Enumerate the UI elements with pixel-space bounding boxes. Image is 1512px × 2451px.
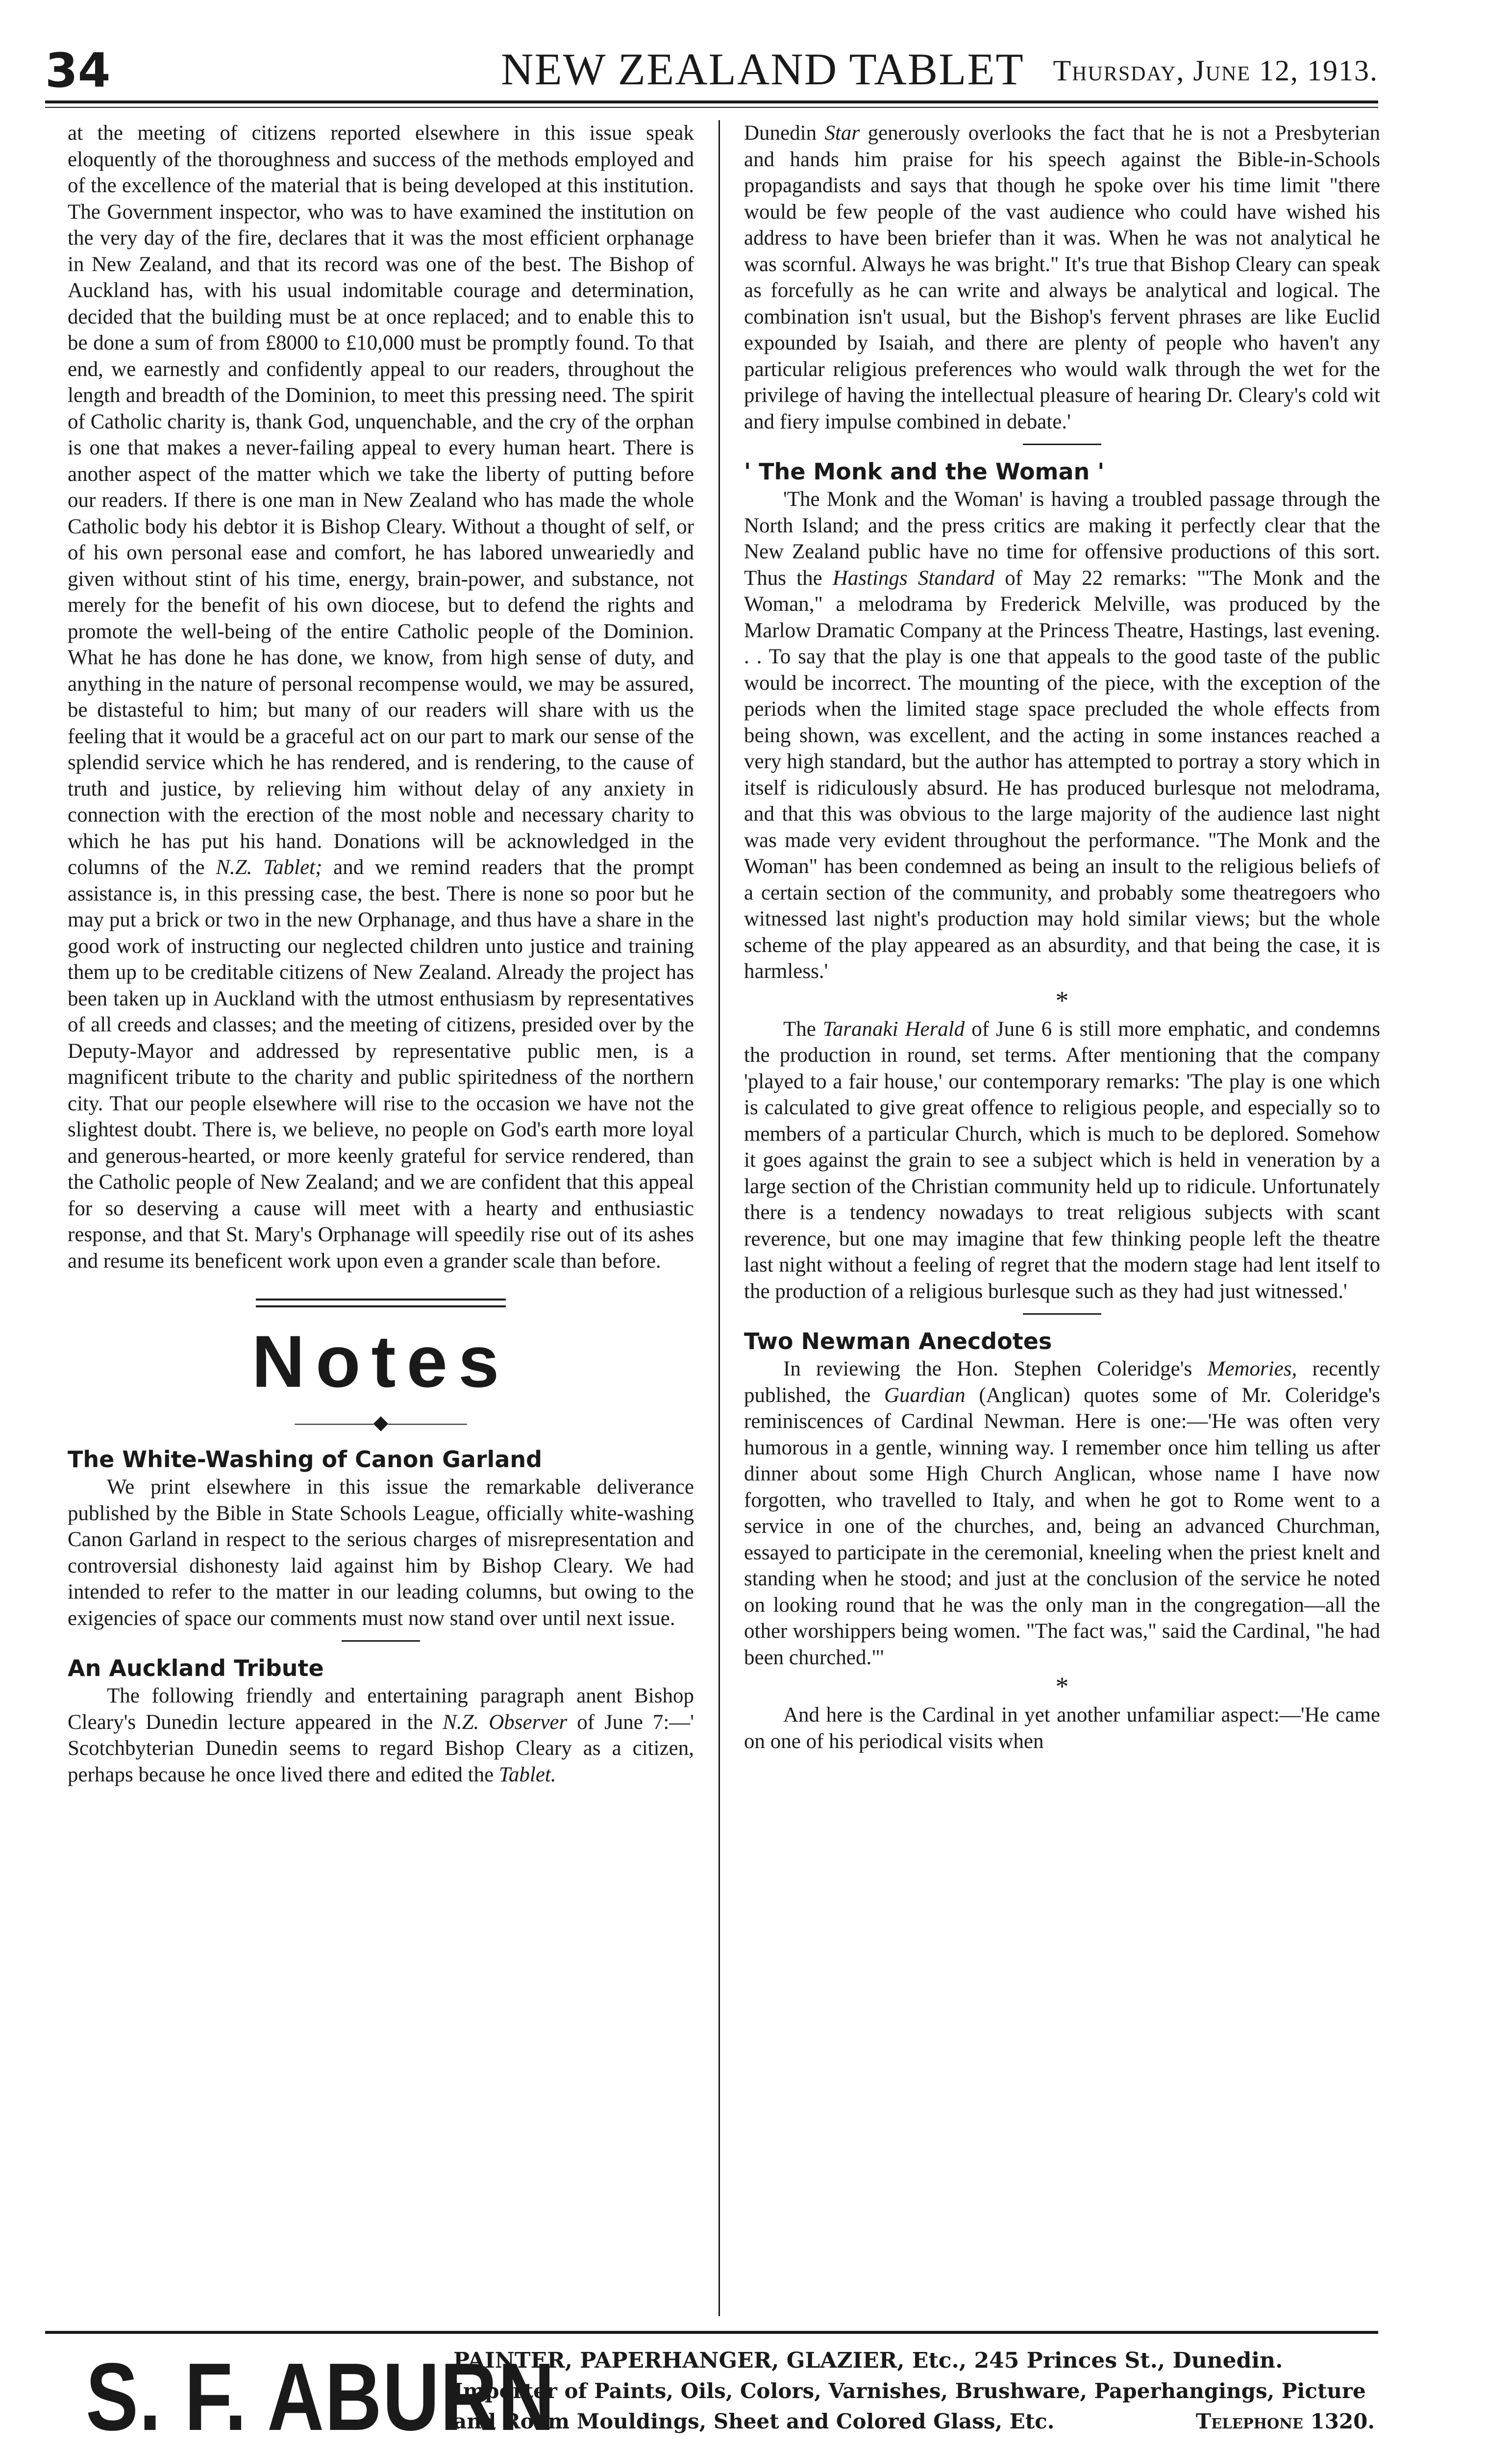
section-text-monk-woman: 'The Monk and the Woman' is having a troubled passage through the North Island; and the press critics are making it perfectly clear that the New Zealand public have no time for offensive productions of this sort. Thus the Hastings Standard of May 22 remarks: '"The Monk and the Woman," a melodrama by Frederick Melville, was produced by the Marlow Dramatic Company at the Princess Theatre, Hastings, last evening. . . To say that the play is one that appeals to the good taste of the public would be incorrect. The mounting of the piece, with the exception of the periods when the limited stage space precluded the whole effects from being shown, was excellent, and the acting in some instances reached a very high standard, but the author has attempted to portray a story which in itself is ridiculously absurd. He has produced burlesque not melodrama, and that this was obvious to the large majority of the audience last night was made very evident throughout the performance. "The Monk and the Woman" has been condemned as being an insult to the religious beliefs of a certain section of the community, and probably some theatregoers who witnessed last night's production may hold similar views; but the whole scheme of the play appeared as an absurdity, and that being the case, it is harmless.' [744,488,1380,983]
masthead: NEW ZEALAND TABLET [501,44,1024,94]
ad-line-2: Importer of Paints, Oils, Colors, Varnishes, Brushware, Paperhangings, Picture [453,2379,1366,2403]
asterism: * [1055,1672,1069,1701]
ad-line-3-row [453,2406,1375,2437]
section-divider [342,1640,420,1642]
right-column [744,120,1380,2316]
left-column [68,120,694,2316]
diamond-ornament: ————◆———— [295,1411,467,1433]
ad-line-1: PAINTER, PAPERHANGER, GLAZIER, Etc., 245 Princes St., Dunedin. [453,2348,1283,2373]
advertiser-name: S. F. ABURN [86,2343,556,2451]
section-heading-auckland-tribute: An Auckland Tribute [68,1655,324,1681]
advertisement-text [453,2346,1375,2437]
page-header [45,43,1378,102]
ad-line-3: and Room Mouldings, Sheet and Colored Glass, Etc. [453,2409,1055,2433]
continued-tribute-paragraph: Dunedin Star generously overlooks the fact that he is not a Presbyterian and hands him praise for his speech against the Bible-in-Schools propagandists and says that though he spoke over his time limit "there would be few people of the vast audience who could have wished his address to have been briefer than it was. When he was not analytical he was scornful. Always he was bright." It's true that Bishop Cleary can speak as forcefully as he can write and always be analytical and logical. The combination isn't usual, but the Bishop's fervent phrases are like Euclid expounded by Isaiah, and there are plenty of people who haven't any particular religious preferences who would walk through the wet for the privilege of having the intellectual pleasure of hearing Dr. Cleary's cold wit and fiery impulse combined in debate.' [744,122,1380,433]
section-heading-monk-woman: ' The Monk and the Woman ' [744,458,1105,485]
section-divider [1023,444,1101,445]
section-text-newman: In reviewing the Hon. Stephen Coleridge's Memories, recently published, the Guardian (Anglican) quotes some of Mr. Coleridge's reminiscences of Cardinal Newman. Here is one:—'He was often very humorous in a gentle, winning way. I remember once him telling us after dinner about some High Church Anglican, whose name I have now forgotten, who travelled to Italy, and when he got to Rome went to a service in one of the churches, and, being an advanced Churchman, essayed to participate in the ceremonial, kneeling when the priest knelt and standing when he stood; and just at the conclusion of the service he noted on looking round that he was the only man in the congregation—all the other worshippers being women. "The fact was," said the Cardinal, "he had been churched."' [744,1357,1380,1669]
section-heading-newman: Two Newman Anecdotes [744,1328,1052,1354]
ad-telephone: Telephone 1320. [1195,2409,1375,2433]
section-text-auckland-tribute: The following friendly and entertaining paragraph anent Bishop Cleary's Dunedin lecture appeared in the N.Z. Observer of June 7:—' Scotchbyterian Dunedin seems to regard Bishop Cleary as a citizen, perhaps because he once lived there and edited the Tablet. [68,1684,694,1786]
section-text-white-washing: We print elsewhere in this issue the remarkable deliverance published by the Bible in State Schools League, officially white-washing Canon Garland in respect to the serious charges of misrepresentation and controversial dishonesty laid against him by Bishop Cleary. We had intended to refer to the matter in our leading columns, but owing to the exigencies of space our comments must now stand over until next issue. [68,1476,694,1630]
section-divider [1023,1313,1101,1315]
section-text-newman-second: And here is the Cardinal in yet another unfamiliar aspect:—'He came on one of his periodical visits when [744,1703,1380,1753]
notes-double-rule [256,1299,506,1307]
column-divider [719,120,720,2316]
header-rule-thin [45,107,1378,108]
header-rule-thick [45,100,1378,103]
orphanage-appeal-paragraph: at the meeting of citizens reported elsewhere in this issue speak eloquently of the thoroughness and success of the methods employed and of the excellence of the material that is being developed at this institution. The Government inspector, who was to have examined the institution on the very day of the fire, declares that it was the most efficient orphanage in New Zealand, and that its record was one of the best. The Bishop of Auckland has, with his usual indomitable courage and determination, decided that the building must be at once replaced; and to enable this to be done a sum of from £8000 to £10,000 must be promptly found. To that end, we earnestly and confidently appeal to our readers, throughout the length and breadth of the Dominion, to meet this pressing need. The spirit of Catholic charity is, thank God, unquenchable, and the cry of the orphan is one that makes a never-failing appeal to every human heart. There is another aspect of the matter which we take the liberty of putting before our readers. If there is one man in New Zealand who has made the whole Catholic body his debtor it is Bishop Cleary. Without a thought of self, or of his own personal ease and comfort, he has labored unweariedly and given without stint of his time, energy, brain-power, and substance, not merely for the benefit of his own diocese, but to defend the rights and promote the well-being of the entire Catholic people of the Dominion. What he has done he has done, we know, from high sense of duty, and anything in the nature of personal recompense would, we may be assured, be distasteful to him; but many of our readers will share with us the feeling that it would be a graceful act on our part to mark our sense of the splendid service which he has rendered, and is rendering, to the cause of truth and justice, by relieving him without delay of any anxiety in connection with the erection of the most noble and necessary charity to which he has put his hand. Donations will be acknowledged in the columns of the N.Z. Tablet; and we remind readers that the prompt assistance is, in this pressing case, the best. There is none so poor but he may put a brick or two in the new Orphanage, and thus have a share in the good work of instructing our neglected children unto justice and training them up to be creditable citizens of New Zealand. Already the project has been taken up in Auckland with the utmost enthusiasm by representatives of all creeds and classes; and the meeting of citizens, presided over by the Deputy-Mayor and addressed by representative public men, is a magnificent tribute to the charity and public spiritedness of the northern city. That our people elsewhere will rise to the occasion we have not the slightest doubt. There is, we believe, no people on God's earth more loyal and generous-hearted, or more keenly grateful for service rendered, than the Catholic people of New Zealand; and we are confident that this appeal for so deserving a cause will meet with a hearty and enthusiastic response, and that St. Mary's Orphanage will speedily rise out of its ashes and resume its beneficent work upon even a grander scale than before. [68,122,694,1273]
issue-date: Thursday, June 12, 1913. [1053,54,1378,87]
asterism: * [1055,985,1069,1015]
section-heading-white-washing: The White-Washing of Canon Garland [68,1446,543,1473]
page-number: 34 [45,43,111,98]
notes-title: Notes [251,1320,510,1402]
footer-rule-top [45,2331,1378,2334]
section-text-taranaki: The Taranaki Herald of June 6 is still more emphatic, and condemns the production in round, set terms. After mentioning that the company 'played to a fair house,' our contemporary remarks: 'The play is one which is calculated to give great offence to religious people, and especially so to members of a particular Church, which is much to be deplored. Somehow it goes against the grain to see a subject which is held in veneration by a large section of the Christian community held up to ridicule. Unfortunately there is a tendency nowadays to treat religious subjects with scant reverence, but one may imagine that few thinking people left the theatre last night without a feeling of regret that the modern stage had lent itself to the production of a religious burlesque such as they had just witnessed.' [744,1017,1380,1303]
